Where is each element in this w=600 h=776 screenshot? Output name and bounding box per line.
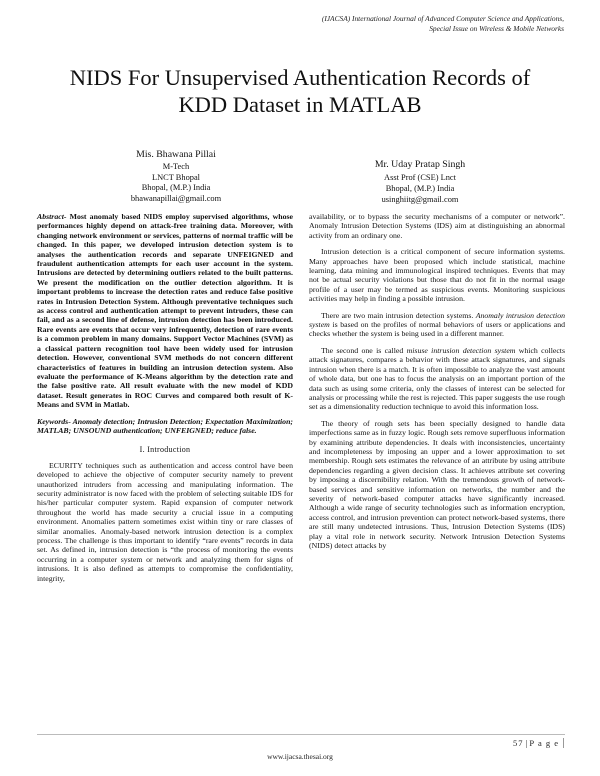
- page-number-value: 57: [512, 738, 524, 748]
- paper-title-line-2: KDD Dataset in MATLAB: [178, 92, 422, 117]
- author-degree: Asst Prof (CSE) Lnct: [384, 173, 456, 182]
- author-block-2: [330, 158, 510, 205]
- author-location: Bhopal, (M.P.) India: [385, 184, 455, 193]
- emphasis-term: Anomaly intrusion detection system: [309, 310, 565, 330]
- abstract-text: Most anomaly based NIDS employ supervised algorithms, whose performances highly depend on attack-free training data. Moreover, with changing network environment or services, patterns of normal traffic will be changed. In this paper, we developed intrusion detection system is to analyses the authentication records and separate UNFEIGNED and fraudulent authentication attempts for each user account in the system. Intrusions are detected by determining outliers related to the built patterns. We present the modification on the outlier detection algorithm. It is important problems to increase the detection rates and reduce false positive rates in Intrusion Detection System. Although preventative techniques such as access control and authentication attempt to prevent intruders, these can fail, and as a second line of defense, intrusion detection has been introduced. Rare events are events that occur very infrequently, detection of rare events is a common problem in many domains. Support Vector Machines (SVM) as a classical pattern recognition tool have been widely used for intrusion detection. However, conventional SVM methods do not concern different characteristics of features in building an intrusion detection system. Also evaluate the performance of K-Means algorithm by the detection rate and the false positive rate. All result evaluate with the new model of KDD dataset. Result generates in ROC Curves and compared both result of K-Means and SVM in Matlab.: [37, 212, 293, 410]
- emphasis-term: misuse intrusion detection system: [406, 345, 516, 355]
- abstract: [37, 212, 293, 410]
- intro-paragraph: ECURITY techniques such as authentication and access control have been developed to achieve the objective of computer security namely to prevent unauthorized intruders from accessing and manipulating information. The security administrator is now faced with the problem of selecting suitable IDS for his/her particular computer system. Rapid expansion of computer network throughout the world has made security a crucial issue in a computing environment. Anomalies pattern sometimes exist within tiny or rare classes of similar anomalies. Anomaly-based network intrusion detection is a complex process. The challenge is thus important to identify “rare events” records in data set. As defined in, intrusion detection is “the process of monitoring the events occurring in a computer system or network and analyzing them for signs of intrusions. It is also defined as attempts to compromise the confidentiality, integrity,: [37, 460, 293, 583]
- body-paragraph: The theory of rough sets has been specially designed to handle data imperfections same as in fuzzy logic. Rough sets remove superfluous information by examining attribute dependencies. It deals with inconsistencies, uncertainty and incompleteness by imposing an upper and a lower approximation to set membership. Rough sets estimates the relevance of an attribute by using attribute dependencies regarding a given decision class. It achieves attribute set covering by imposing a discernibility relation. With the tremendous growth of network-based services and sensitive information on networks, the number and the severity of network-based computer attacks have significantly increased. Although a wide range of security technologies such as information encryption, access control, and intrusion prevention can protect network-based systems, there are still many undetected intrusions. Thus, Intrusion Detection Systems (IDS) play a vital role in network security. Network Intrusion Detection Systems (NIDS) detect attacks by: [309, 418, 565, 550]
- body-paragraph: Intrusion detection is a critical component of secure information systems. Many approaches have been proposed which include statistical, machine learning, data mining and immunological inspired techniques. Events that may not be actual security violations but those that do not fit in the normal usage profile of a user may be termed as suspicious events. Monitoring suspicious activities may help in finding a possible intrusion.: [309, 247, 565, 304]
- author-block-1: [96, 148, 256, 204]
- section-heading-introduction: I. Introduction: [139, 445, 191, 455]
- author-name: Mr. Uday Pratap Singh: [374, 159, 466, 170]
- journal-issue-line: Special Issue on Wireless & Mobile Networks: [429, 24, 564, 33]
- author-degree: M-Tech: [162, 162, 190, 171]
- author-email: bhawanapillai@gmail.com: [130, 193, 222, 203]
- text-span: is based on the profiles of normal behaviors of users or applications and checks whether the system is being used in a different manner.: [309, 320, 565, 339]
- paper-title: [40, 64, 560, 118]
- author-name: Mis. Bhawana Pillai: [136, 149, 216, 160]
- text-span: The second one is called: [321, 345, 407, 355]
- keywords-label: Keywords-: [37, 416, 71, 426]
- journal-header: [164, 14, 564, 34]
- author-affiliation: LNCT Bhopal: [151, 172, 200, 182]
- keywords-text: Anomaly detection; Intrusion Detection; Expectation Maximization; MATLAB; UNSOUND authentication; UNFEIGNED; reduce false.: [37, 416, 293, 435]
- body-paragraph: availability, or to bypass the security mechanisms of a computer or network”. Anomaly Intrusion Detection Systems (IDS) aim at distinguishing an abnormal activity from an ordinary one.: [309, 212, 565, 240]
- keywords: [37, 417, 293, 436]
- body-paragraph: [309, 311, 565, 339]
- footer-url: www.ijacsa.thesai.org: [267, 752, 333, 761]
- paper-title-line-1: NIDS For Unsupervised Authentication Records of: [69, 65, 531, 90]
- body-paragraph: [309, 346, 565, 412]
- footer-rule: [37, 734, 565, 735]
- page-label: P a g e: [529, 738, 559, 748]
- page-number: 57 | P a g e: [513, 738, 564, 748]
- text-span: There are two main intrusion detection systems.: [321, 310, 476, 320]
- abstract-label: Abstract-: [37, 212, 67, 221]
- left-column: [37, 212, 293, 590]
- journal-title-line: (IJACSA) International Journal of Advanced Computer Science and Applications,: [321, 14, 564, 23]
- text-span: which collects attack signatures, compares a behavior with these attack signatures, and signals intrusion when there is a match. It is often impossible to analyze the vast amount of whole data, but one has to focus the analysis on an important portion of the data such as using some criteria, only the classes of interest can be selected for analysis or processing while the rest is rejected. This paper suggests the use rough set as a dimensionality reduction technique to avoid this information loss.: [309, 345, 565, 412]
- author-location: Bhopal, (M.P.) India: [141, 183, 211, 192]
- right-column: [309, 212, 565, 557]
- author-email: usinghiitg@gmail.com: [381, 195, 459, 204]
